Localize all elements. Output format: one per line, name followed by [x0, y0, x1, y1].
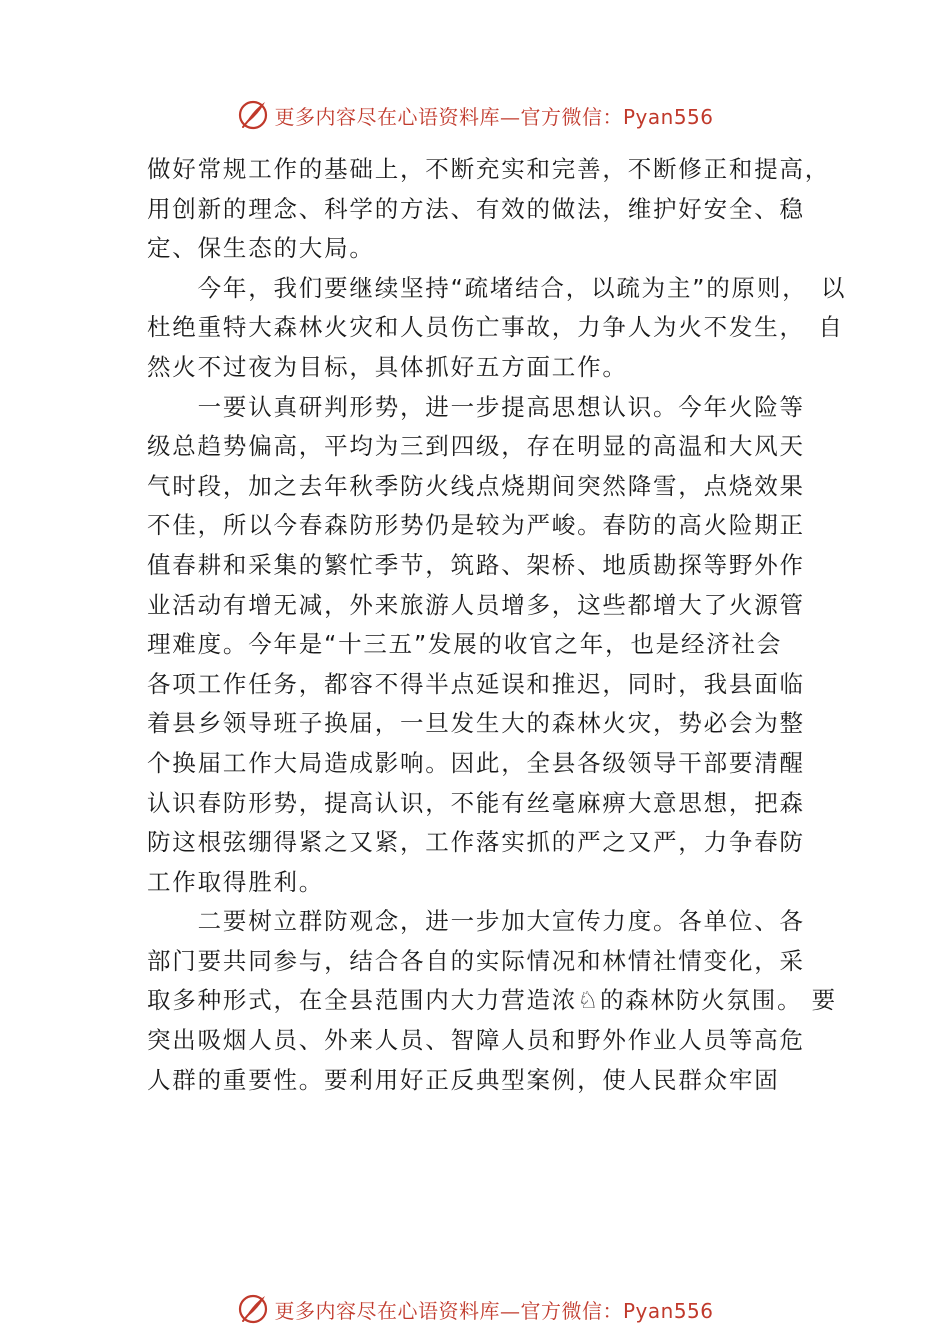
footer-banner-account: Pyan556 [622, 1298, 714, 1323]
text-line: 认识春防形势，提高认识，不能有丝毫麻痹大意思想，把森 [147, 788, 805, 817]
body-text [147, 150, 847, 1100]
footer-banner-main: 更多内容尽在心语资料库 [274, 1298, 500, 1323]
text-line: 气时段，加之去年秋季防火线点烧期间突然降雪，点烧效果 [147, 471, 805, 500]
text-line: 着县乡领导班子换届，一旦发生大的森林火灾，势必会为整 [147, 709, 805, 738]
text-line: 值春耕和采集的繁忙季节，筑路、架桥、地质勘探等野外作 [147, 550, 805, 579]
red-feather-pen-logo-icon [236, 98, 270, 132]
text-line: 不佳，所以今春森防形势仍是较为严峻。春防的高火险期正 [147, 511, 805, 540]
text-line: 人群的重要性。要利用好正反典型案例，使人民群众牢固 [147, 1065, 780, 1094]
header-banner-dash: — [499, 104, 521, 129]
text-line: 部门要共同参与，结合各自的实际情况和林情社情变化，采 [147, 946, 805, 975]
text-line: 定、保生态的大局。 [147, 234, 375, 263]
text-line: 工作取得胜利。 [147, 867, 325, 896]
text-line: 防这根弦绷得紧之又紧，工作落实抓的严之又严，力争春防 [147, 828, 805, 857]
text-line: 二要树立群防观念，进一步加大宣传力度。各单位、各 [147, 907, 805, 936]
header-banner-wechat: 官方微信： [520, 104, 623, 129]
header-banner-inner [236, 98, 713, 132]
text-line: 用创新的理念、科学的方法、有效的做法，维护好安全、稳 [147, 194, 805, 223]
footer-banner-text [274, 1295, 713, 1324]
footer-banner-inner [236, 1292, 713, 1326]
footer-banner [0, 1289, 950, 1329]
text-line: 一要认真研判形势，进一步提高思想认识。今年火险等 [147, 392, 805, 421]
footer-banner-dash: — [499, 1298, 521, 1323]
text-line: 今年，我们要继续坚持“疏堵结合，以疏为主”的原则， 以 [147, 273, 847, 302]
footer-banner-wechat: 官方微信： [520, 1298, 623, 1323]
text-line: 各项工作任务，都容不得半点延误和推迟，同时，我县面临 [147, 669, 805, 698]
text-line: 取多种形式，在全县范围内大力营造浓♘的森林防火氛围。 要 [147, 986, 837, 1015]
text-line: 级总趋势偏高，平均为三到四级，存在明显的高温和大风天 [147, 432, 805, 461]
text-line: 然火不过夜为目标，具体抓好五方面工作。 [147, 352, 628, 381]
text-line: 业活动有增无减，外来旅游人员增多，这些都增大了火源管 [147, 590, 805, 619]
text-line: 杜绝重特大森林火灾和人员伤亡事故，力争人为火不发生， 自 [147, 313, 844, 342]
text-line: 理难度。今年是“十三五”发展的收官之年，也是经济社会 [147, 630, 783, 659]
red-feather-pen-logo-icon [236, 1292, 270, 1326]
text-line: 个换届工作大局造成影响。因此，全县各级领导干部要清醒 [147, 748, 805, 777]
header-banner-main: 更多内容尽在心语资料库 [274, 104, 500, 129]
header-banner [0, 95, 950, 135]
text-line: 做好常规工作的基础上，不断充实和完善，不断修正和提高， [147, 155, 831, 183]
header-banner-text [274, 101, 713, 130]
header-banner-account: Pyan556 [622, 104, 714, 129]
text-line: 突出吸烟人员、外来人员、智障人员和野外作业人员等高危 [147, 1026, 805, 1055]
